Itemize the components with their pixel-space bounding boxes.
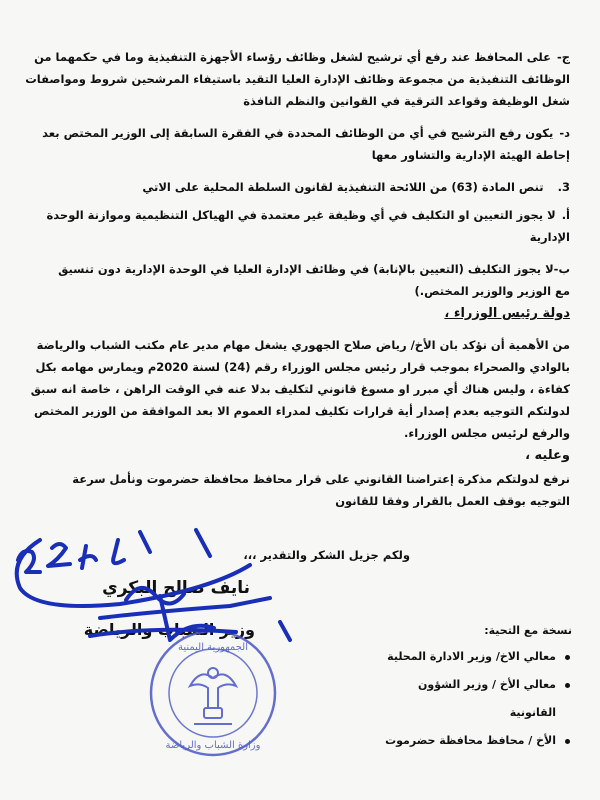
article-item-b: [40, 258, 570, 302]
svg-text:وزارة الشباب والرياضة: وزارة الشباب والرياضة: [165, 740, 261, 751]
svg-text:الجمهورية اليمنية: الجمهورية اليمنية: [177, 642, 249, 653]
clause-d-marker: د-: [559, 126, 570, 140]
copy-to-label: نسخة مع التحية:: [484, 624, 572, 637]
article-item-a: [25, 204, 570, 248]
copy-to-item: معالي الاخ/ وزير الادارة المحلية: [372, 643, 572, 671]
article-item-a-text: لا يجوز التعيين او التكليف في أي وظيفة غير معتمدة في الهياكل التنظيمية وموازنة الوحدة الإدارية: [46, 208, 570, 244]
clause-j: [25, 46, 570, 112]
therefore-label: وعليه ،: [525, 448, 570, 463]
article-item-a-marker: أ.: [561, 208, 570, 222]
clause-j-text: على المحافظ عند رفع أي ترشيح لشغل وظائف رؤساء الأجهزة التنفيذية وما في حكمهما من الوظائف التنفيذية من مجموعة وظائف الإدارة العليا التقيد باستيفاء المرشحين شروط ومواصفات شغل الوظيفة وقواعد الترقية في القوانين والنظم النافذة: [25, 50, 570, 108]
salutation: دولة رئيس الوزراء ،: [444, 306, 570, 321]
signatory-name: نايف صالح البكري: [102, 578, 250, 598]
article-text: تنص المادة (63) من اللائحة التنفيذية لقانون السلطة المحلية على الاتي: [142, 180, 544, 194]
article-item-b-text: ب-لا يجوز التكليف (التعيين بالإنابة) في وظائف الإدارة العليا في الوحدة الإدارية دون تنسيق مع الوزير والوزير المختص.): [58, 262, 570, 298]
clause-d-text: يكون رفع الترشيح في أي من الوظائف المحددة في الفقرة السابقة إلى الوزير المختص بعد إحاطة الهيئة الإدارية والتشاور معها: [42, 126, 570, 162]
signatory-title: وزير الشباب والرياضة: [83, 620, 255, 639]
closing-line: ولكم جزيل الشكر والتقدير ،،،: [243, 548, 410, 562]
body-paragraph: [25, 334, 570, 444]
request-paragraph: [45, 468, 570, 512]
article-number: 3.: [557, 180, 570, 194]
body-paragraph-text: من الأهمية أن نؤكد بان الأخ/ رياض صلاح الجهوري يشغل مهام مدير عام مكتب الشباب والرياضة بالوادي والصحراء بموجب قرار رئيس مجلس الوزراء رقم (24) لسنة 2020م ويمارس مهامه بكل كفاءة ، وليس هناك أي مبرر او مسوغ قانوني لتكليف بدلا عنه في الوقت الراهن ، خاصة انه سبق لدولتكم التوجيه بعدم إصدار أية قرارات تكليف لمدراء العموم الا بعد الموافقة من الوزير المختص والرفع لرئيس مجلس الوزراء.: [30, 338, 570, 440]
clause-d: [25, 122, 570, 166]
copy-to-block: [372, 624, 572, 755]
request-text: نرفع لدولتكم مذكرة إعتراضنا القانوني على قرار محافظ محافظة حضرموت ونأمل سرعة التوجيه بوقف العمل بالقرار وفقا للقانون: [72, 472, 570, 508]
eagle-emblem-icon: [190, 668, 236, 724]
copy-to-list: [372, 643, 572, 755]
ministry-stamp: [148, 628, 278, 758]
article-63-heading: [25, 176, 570, 198]
copy-to-item: الأخ / محافظ محافظة حضرموت: [372, 727, 572, 755]
clause-j-marker: ج-: [556, 50, 570, 64]
copy-to-item: معالي الأخ / وزير الشؤون القانونية: [372, 671, 572, 727]
